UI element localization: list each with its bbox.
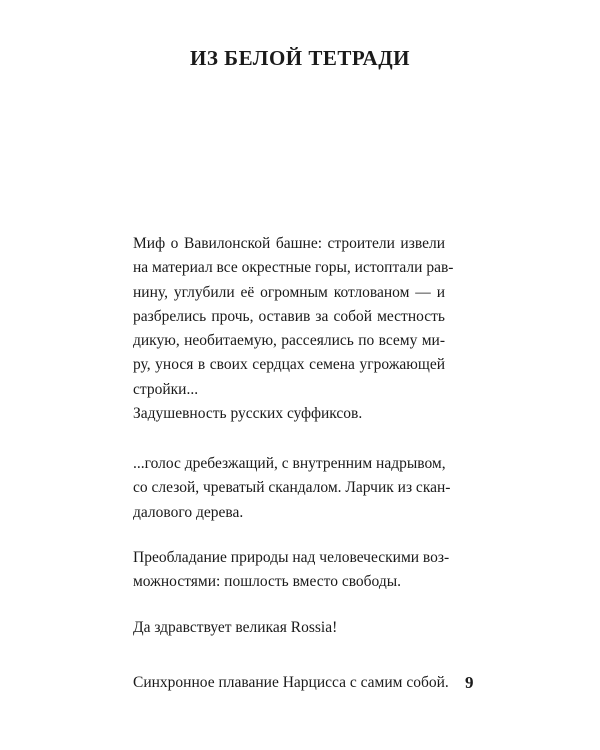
text-line: на материал все окрестные горы, истоптали рав- [133, 259, 454, 277]
page-number: 9 [465, 673, 474, 692]
text-line: Задушевность русских суффиксов. [133, 405, 363, 422]
text-line: ...голос дребезжащий, с внутренним надрывом, [133, 455, 446, 472]
text-line: Миф о Вавилонской башне: строители извели [133, 235, 445, 252]
text-line: стройки... [133, 380, 199, 398]
paragraph-babel-myth [133, 232, 454, 402]
paragraph-rossia [133, 616, 445, 640]
text-line: далового дерева. [133, 503, 244, 521]
paragraph-voice [133, 452, 451, 525]
text-line: нину, углубили её огромным котлованом — и [133, 283, 445, 301]
text-line: Да здравствует великая Rossia! [133, 619, 338, 636]
text-line: ру, унося в своих сердцах семена угрожающей [133, 356, 445, 374]
text-line: Синхронное плавание Нарцисса с самим собой. [133, 674, 449, 691]
paragraph-nature [133, 546, 450, 595]
text-line: разбрелись прочь, оставив за собой местность [133, 307, 445, 325]
text-line: со слезой, чреватый скандалом. Ларчик из скан- [133, 479, 451, 497]
text-line: Преобладание природы над человеческими воз- [133, 549, 450, 566]
paragraph-narcissus [133, 671, 449, 695]
paragraph-suffixes [133, 402, 445, 426]
text-line: дикую, необитаемую, рассеялись по всему ми- [133, 332, 445, 350]
page-title: ИЗ БЕЛОЙ ТЕТРАДИ [190, 46, 410, 70]
text-line: можностями: пошлость вместо свободы. [133, 573, 402, 591]
